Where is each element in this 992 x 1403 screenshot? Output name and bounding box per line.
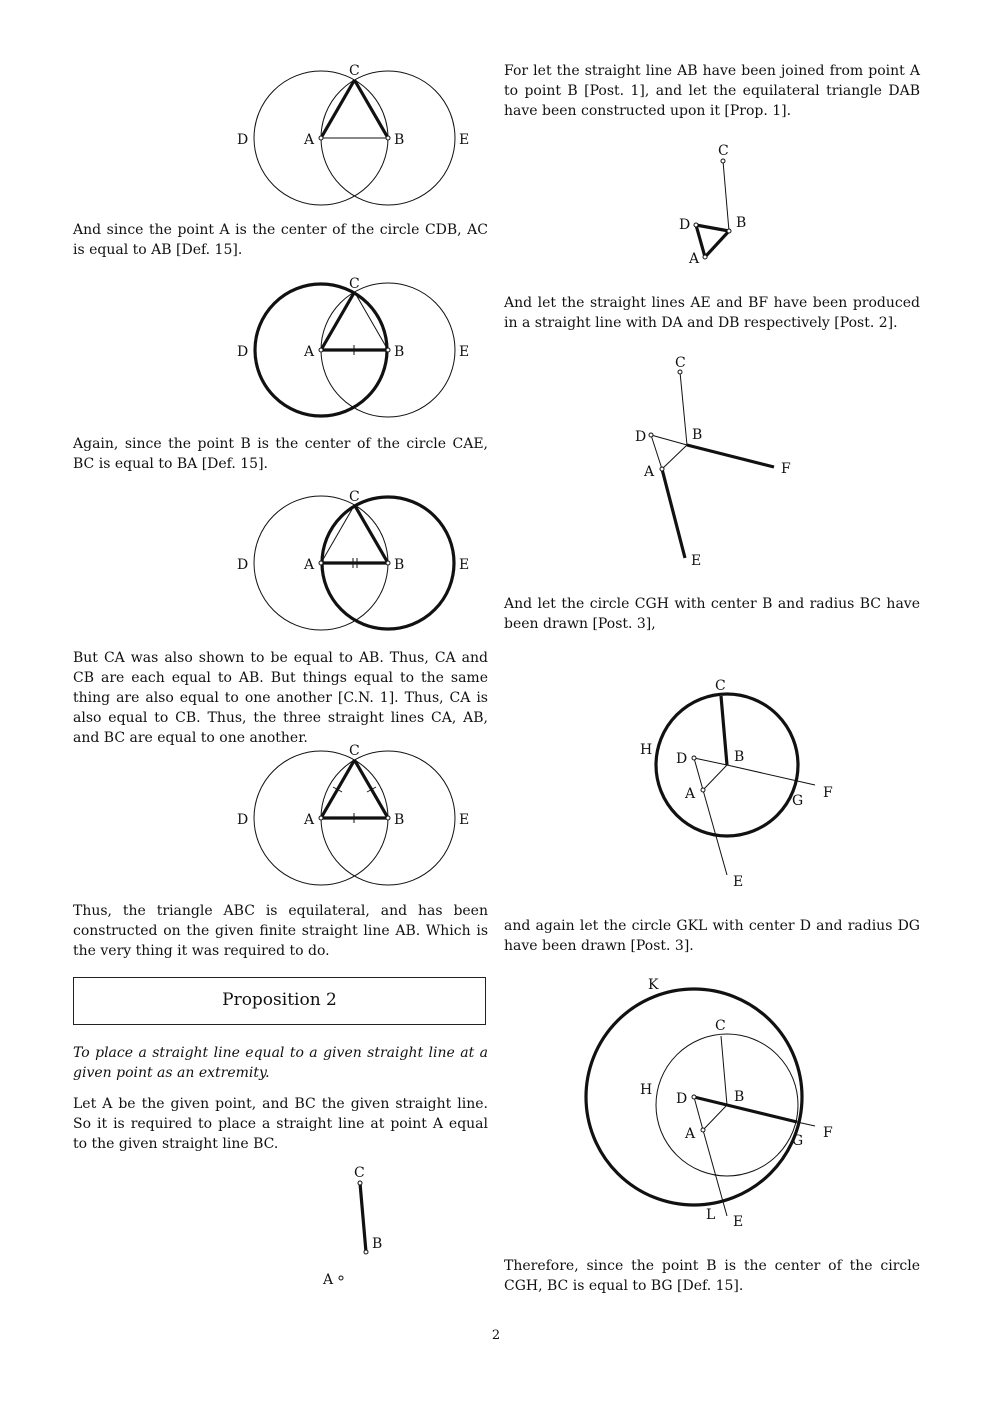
label-E: E: [733, 874, 744, 890]
label-D: D: [679, 217, 691, 233]
paragraph-circle-gkl: and again let the circle GKL with center D and radius DG have been drawn [Post. 3].: [504, 918, 920, 954]
label-C: C: [715, 1018, 726, 1034]
label-A: A: [304, 557, 315, 573]
paragraph-bc-equals-bg: Therefore, since the point B is the center of the circle CGH, BC is equal to BG [Def. 15].: [504, 1258, 920, 1294]
label-E: E: [459, 812, 470, 828]
label-F: F: [781, 461, 791, 477]
figure-circle-cdb: [160, 270, 470, 420]
label-F: F: [823, 1125, 833, 1141]
label-B: B: [394, 812, 405, 828]
label-B: B: [372, 1236, 383, 1252]
paragraph-three-lines-equal: But CA was also shown to be equal to AB. Thus, CA and CB are each equal to AB. But things equal to the same thing are also equal to one another [C.N. 1]. Thus, CA is also equal to CB. Thus, the three straight lines CA, AB, and BC are equal to one another.: [73, 650, 488, 746]
label-H: H: [640, 1082, 653, 1098]
label-E: E: [459, 132, 470, 148]
figure-prop1-triangle: [160, 58, 470, 208]
paragraph-circle-cgh: And let the circle CGH with center B and radius BC have been drawn [Post. 3],: [504, 596, 920, 632]
label-E: E: [691, 553, 702, 569]
paragraph-ac-equals-ab: And since the point A is the center of the circle CDB, AC is equal to AB [Def. 15].: [73, 222, 488, 258]
figure-equilateral-triangle: [160, 738, 470, 888]
label-A: A: [689, 251, 700, 267]
proposition-heading-box: [73, 977, 486, 1025]
label-C: C: [349, 489, 360, 505]
label-D: D: [237, 344, 249, 360]
figure-point-and-line: [303, 1160, 403, 1290]
label-A: A: [323, 1272, 334, 1288]
paragraph-join-ab: For let the straight line AB have been joined from point A to point B [Post. 1], and let the equilateral triangle DAB have been constructed upon it [Prop. 1].: [504, 63, 920, 119]
paragraph-bc-equals-ba: Again, since the point B is the center of the circle CAE, BC is equal to BA [Def. 15].: [73, 436, 488, 472]
label-D: D: [237, 812, 249, 828]
label-E: E: [459, 344, 470, 360]
label-G: G: [792, 793, 804, 809]
label-D: D: [635, 429, 647, 445]
label-E: E: [459, 557, 470, 573]
label-B: B: [394, 344, 405, 360]
label-A: A: [685, 786, 696, 802]
label-C: C: [718, 143, 729, 159]
enunciation: To place a straight line equal to a given straight line at a given point as an extremity.: [73, 1045, 488, 1081]
label-B: B: [736, 215, 747, 231]
label-C: C: [675, 355, 686, 371]
label-A: A: [304, 812, 315, 828]
label-C: C: [354, 1165, 365, 1181]
label-C: C: [349, 743, 360, 759]
label-B: B: [692, 427, 703, 443]
paragraph-conclusion: Thus, the triangle ABC is equilateral, and has been constructed on the given finite straight line AB. Which is the very thing it was required to do.: [73, 903, 488, 959]
label-D: D: [676, 751, 688, 767]
figure-circle-cae: [160, 483, 470, 633]
figure-produced-lines: [630, 350, 810, 575]
label-F: F: [823, 785, 833, 801]
label-C: C: [349, 276, 360, 292]
label-E: E: [733, 1214, 744, 1230]
figure-triangle-dab: [672, 140, 772, 270]
paragraph-produce-lines: And let the straight lines AE and BF have been produced in a straight line with DA and DB respectively [Post. 2].: [504, 295, 920, 331]
label-L: L: [706, 1207, 716, 1223]
label-D: D: [237, 132, 249, 148]
label-A: A: [644, 464, 655, 480]
label-B: B: [734, 749, 745, 765]
label-B: B: [394, 557, 405, 573]
proposition-title: Proposition 2: [222, 990, 337, 1010]
label-D: D: [676, 1091, 688, 1107]
figure-circle-cgh: [634, 672, 844, 892]
label-A: A: [685, 1126, 696, 1142]
label-H: H: [640, 742, 653, 758]
paragraph-given: Let A be the given point, and BC the given straight line. So it is required to place a straight line at point A equal to the given straight line BC.: [73, 1096, 488, 1152]
figure-circle-gkl: [580, 972, 850, 1232]
label-C: C: [349, 63, 360, 79]
label-D: D: [237, 557, 249, 573]
label-C: C: [715, 678, 726, 694]
label-A: A: [304, 132, 315, 148]
page-number: 2: [491, 1328, 501, 1343]
label-B: B: [394, 132, 405, 148]
label-G: G: [792, 1133, 804, 1149]
label-A: A: [304, 344, 315, 360]
label-B: B: [734, 1089, 745, 1105]
label-K: K: [648, 977, 659, 993]
